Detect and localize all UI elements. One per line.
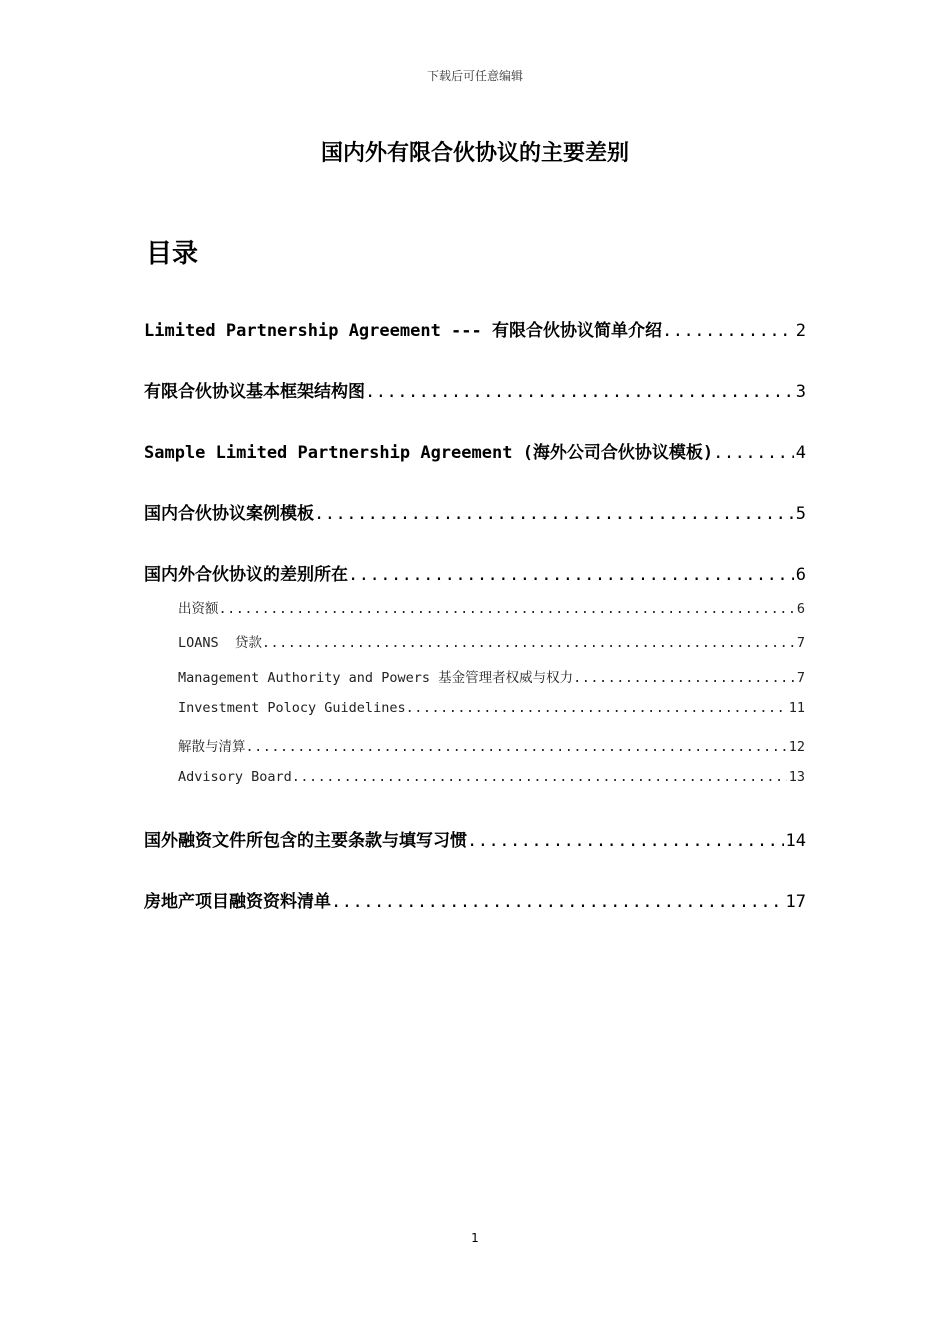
toc-page-number: 17	[785, 892, 806, 912]
toc-entry-text: 国外融资文件所包含的主要条款与填写习惯	[144, 831, 467, 851]
toc-subentry[interactable]	[178, 735, 805, 755]
toc-entry-text: 国内外合伙协议的差别所在	[144, 565, 348, 585]
toc-subentry[interactable]	[178, 666, 805, 686]
toc-page-number: 11	[788, 700, 805, 716]
toc-page-number: 2	[795, 321, 806, 341]
toc-dot-leader	[573, 670, 795, 686]
toc-dot-leader	[365, 382, 794, 402]
toc-entry-text: 房地产项目融资资料清单	[144, 892, 331, 912]
toc-dot-leader	[292, 769, 787, 785]
toc-subentry[interactable]	[178, 769, 805, 785]
toc-dot-leader	[467, 831, 784, 851]
toc-entry[interactable]	[144, 887, 806, 912]
toc-entry-text: Advisory Board	[178, 769, 292, 785]
page-number: 1	[471, 1231, 479, 1245]
toc-page-number: 7	[796, 635, 805, 651]
toc-entry[interactable]	[144, 377, 806, 402]
toc-entry[interactable]	[144, 499, 806, 524]
toc-dot-leader	[331, 892, 784, 912]
toc-page-number: 7	[796, 670, 805, 686]
toc-page-number: 13	[788, 769, 805, 785]
toc-entry-text: Sample Limited Partnership Agreement (海外公司合伙协议模板)	[144, 443, 714, 463]
toc-entry-text: Investment Polocy Guidelines	[178, 700, 406, 716]
toc-heading: 目录	[146, 239, 199, 269]
toc-dot-leader	[662, 321, 794, 341]
toc-entry-text: 解散与清算	[178, 739, 246, 755]
toc-page-number: 6	[795, 565, 806, 585]
toc-page-number: 6	[796, 601, 805, 617]
toc-dot-leader	[713, 443, 794, 463]
toc-page-number: 4	[795, 443, 806, 463]
toc-page-number: 14	[785, 831, 806, 851]
toc-subentry[interactable]	[178, 631, 805, 651]
header-note: 下载后可任意编辑	[426, 69, 523, 83]
toc-entry-text: Management Authority and Powers 基金管理者权威与权力	[178, 670, 574, 686]
toc-entry-text: Limited Partnership Agreement --- 有限合伙协议简单介绍	[144, 321, 662, 341]
document-title: 国内外有限合伙协议的主要差别	[320, 141, 629, 166]
toc-page-number: 3	[795, 382, 806, 402]
toc-entry-text: 国内合伙协议案例模板	[144, 504, 314, 524]
toc-page-number: 5	[795, 504, 806, 524]
toc-entry-text: 有限合伙协议基本框架结构图	[144, 382, 365, 402]
toc-page-number: 12	[788, 739, 805, 755]
toc-subentry[interactable]	[178, 700, 805, 716]
toc-entry[interactable]	[144, 438, 806, 463]
toc-dot-leader	[246, 739, 787, 755]
toc-subentry[interactable]	[178, 597, 805, 617]
toc-entry-text: 出资额	[178, 601, 219, 617]
toc-entry[interactable]	[144, 316, 806, 341]
toc-dot-leader	[348, 565, 794, 585]
toc-entry[interactable]	[144, 826, 806, 851]
toc-entry-text: LOANS 贷款	[178, 635, 262, 651]
toc-dot-leader	[314, 504, 794, 524]
toc-entry[interactable]	[144, 560, 806, 585]
toc-dot-leader	[406, 700, 787, 716]
toc-dot-leader	[262, 635, 795, 651]
toc-dot-leader	[219, 601, 795, 617]
